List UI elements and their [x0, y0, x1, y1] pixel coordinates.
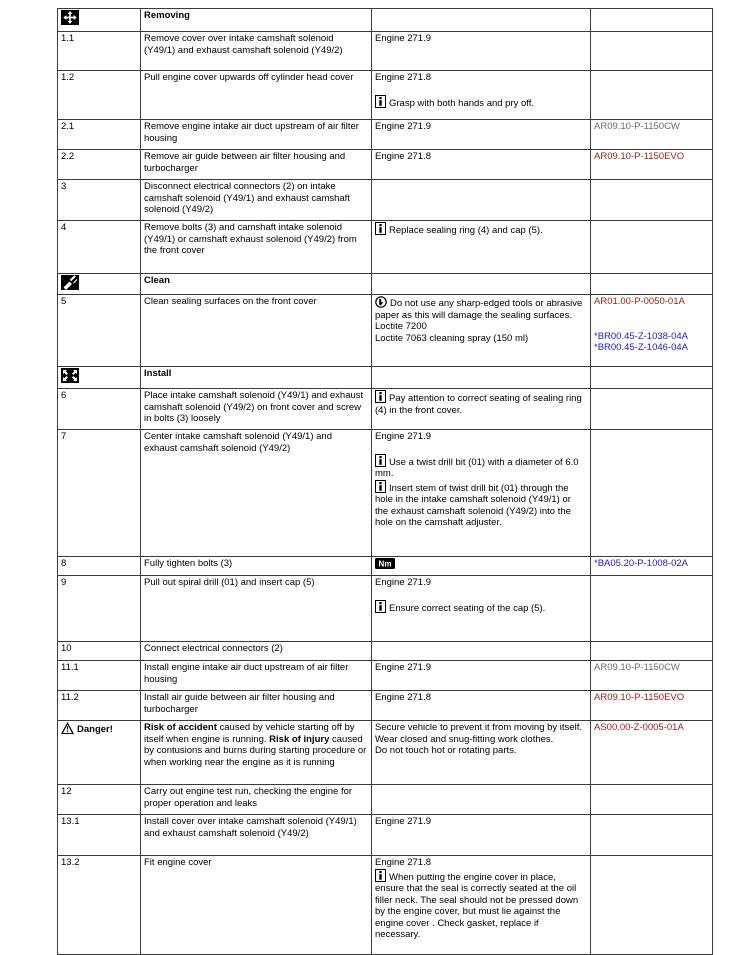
step-cell — [58, 430, 141, 557]
notes-cell — [372, 389, 591, 430]
step-cell — [58, 661, 141, 691]
step-number: 6 — [61, 390, 67, 401]
description-text: Fully tighten bolts (3) — [144, 558, 233, 569]
section-label: Clean — [141, 274, 372, 295]
reference-cell — [591, 150, 713, 180]
document-reference-link[interactable]: AR09.10-P-1150EVO — [594, 151, 685, 162]
note-line — [375, 431, 586, 443]
note-line — [375, 577, 586, 589]
document-reference-link[interactable]: AR01.00-P-0050-01A — [594, 296, 685, 307]
table-row — [58, 785, 713, 815]
step-number: 9 — [61, 577, 67, 588]
step-number: 1.2 — [61, 72, 75, 83]
reference-cell — [591, 557, 713, 576]
clean-icon — [61, 275, 79, 290]
note-line — [375, 296, 586, 321]
notes-cell — [372, 576, 591, 642]
note-text: Loctite 7200 — [375, 321, 427, 332]
table-row — [58, 295, 713, 367]
description-cell — [141, 32, 372, 71]
note-text: Engine 271.9 — [375, 33, 431, 44]
description-cell — [141, 785, 372, 815]
info-icon — [375, 869, 386, 882]
table-row — [58, 661, 713, 691]
step-cell — [58, 815, 141, 856]
reference-cell — [591, 576, 713, 642]
note-line — [375, 222, 586, 237]
step-number: 3 — [61, 181, 67, 192]
step-number: 4 — [61, 222, 67, 233]
description-text: Center intake camshaft solenoid (Y49/1) and exhaust camshaft solenoid (Y49/2) — [144, 431, 332, 454]
description-cell — [141, 815, 372, 856]
svg-text:Nm: Nm — [378, 559, 392, 569]
description-cell — [141, 180, 372, 221]
note-line — [375, 722, 586, 734]
info-icon — [375, 480, 386, 493]
table-row — [58, 32, 713, 71]
description-cell — [141, 856, 372, 955]
note-text: Use a twist drill bit (01) with a diameter of 6.0 mm. — [375, 456, 579, 479]
reference-cell — [591, 721, 713, 785]
reference-cell — [591, 389, 713, 430]
note-text: Wear closed and snug-fitting work clothes. — [375, 733, 554, 745]
section-icon-cell — [58, 274, 141, 295]
notes-cell — [372, 430, 591, 557]
note-line — [375, 869, 586, 941]
note-text: Grasp with both hands and pry off. — [389, 97, 535, 109]
table-row — [58, 221, 713, 274]
table-row — [58, 576, 713, 642]
notes-cell — [372, 150, 591, 180]
description-cell — [141, 661, 372, 691]
reference-cell — [591, 815, 713, 856]
step-number: 11.2 — [61, 692, 79, 703]
step-number: 2.2 — [61, 151, 75, 162]
document-reference-link[interactable]: AR09.10-P-1150EVO — [594, 692, 685, 703]
description-cell — [141, 120, 372, 150]
description-cell — [141, 150, 372, 180]
section-row — [58, 9, 713, 32]
description-cell — [141, 389, 372, 430]
description-text: Pull engine cover upwards off cylinder head cover — [144, 72, 354, 83]
reference-cell — [591, 120, 713, 150]
notes-cell — [372, 32, 591, 71]
step-number: 2.1 — [61, 121, 75, 132]
step-number: 5 — [61, 296, 67, 307]
table-row — [58, 71, 713, 120]
reference-cell — [591, 295, 713, 367]
description-cell — [141, 576, 372, 642]
section-row — [58, 367, 713, 389]
table-row — [58, 642, 713, 661]
note-text: Ensure correct seating of the cap (5). — [389, 602, 546, 614]
install-icon — [61, 368, 79, 383]
description-cell — [141, 691, 372, 721]
note-text: Insert stem of twist drill bit (01) through the hole in the intake camshaft solenoid (Y49/1) or the exhaust camshaft solenoid (Y49/2) into the hole on the camshaft adjuster. — [375, 482, 571, 528]
step-cell — [58, 180, 141, 221]
table-row — [58, 150, 713, 180]
note-line — [375, 662, 586, 674]
note-text: Engine 271.9 — [375, 577, 431, 588]
note-text: Engine 271.8 — [375, 151, 431, 162]
reference-cell — [591, 661, 713, 691]
note-text: Engine 271.9 — [375, 816, 431, 827]
section-icon-cell — [58, 367, 141, 389]
info-icon — [375, 454, 386, 467]
step-cell — [58, 221, 141, 274]
step-cell — [58, 32, 141, 71]
description-text: caused by contusions and burns during starting procedure or when working near the engine as it is running — [144, 733, 367, 768]
section-icon-cell — [58, 9, 141, 32]
description-text: caused by vehicle starting off by itself when engine is running. — [144, 722, 355, 745]
document-reference-link[interactable]: *BA05.20-P-1008-02A — [594, 558, 689, 569]
note-text: Secure vehicle to prevent it from moving by itself. — [375, 722, 582, 733]
step-cell — [58, 642, 141, 661]
notes-cell — [372, 557, 591, 576]
document-reference-link[interactable]: AR09.10-P-1150CW — [594, 121, 680, 132]
description-cell — [141, 71, 372, 120]
reference-cell — [591, 221, 713, 274]
note-text: Engine 271.8 — [375, 692, 431, 703]
description-text: Install air guide between air filter housing and turbocharger — [144, 692, 335, 715]
note-line — [375, 480, 586, 529]
notes-cell — [372, 661, 591, 691]
note-line — [375, 734, 586, 746]
step-number: 8 — [61, 558, 67, 569]
document-reference-link[interactable]: *BR00.45-Z-1038-04A — [594, 330, 688, 342]
reference-cell — [591, 180, 713, 221]
reference-cell — [591, 785, 713, 815]
step-number: 12 — [61, 786, 72, 797]
reference-cell — [591, 856, 713, 955]
note-line — [375, 857, 586, 869]
step-cell — [58, 721, 141, 785]
description-cell — [141, 642, 372, 661]
reference-cell — [591, 691, 713, 721]
note-line — [375, 72, 586, 84]
description-cell — [141, 221, 372, 274]
info-icon — [375, 600, 386, 613]
document-reference-link[interactable]: AS00.00-Z-0005-01A — [594, 722, 684, 733]
section-row — [58, 274, 713, 295]
note-line — [375, 121, 586, 133]
document-reference-link[interactable]: *BR00.45-Z-1046-04A — [594, 342, 688, 353]
note-text: Engine 271.9 — [375, 121, 431, 132]
section-empty-reference-cell — [591, 9, 713, 32]
table-row — [58, 721, 713, 785]
step-number: Danger! — [77, 724, 113, 735]
table-row — [58, 691, 713, 721]
note-line — [375, 151, 586, 163]
danger-icon — [61, 722, 74, 734]
note-line — [375, 558, 586, 571]
notes-cell — [372, 721, 591, 785]
notes-cell — [372, 221, 591, 274]
step-number: 13.2 — [61, 857, 80, 868]
description-text: Risk of injury — [269, 733, 330, 745]
step-cell — [58, 120, 141, 150]
note-text: When putting the engine cover in place, ensure that the seal is correctly seated at the oil filler neck. The seal should not be pressed down by the engine cover, but must lie against the engine cover . Check gasket, replace if necessary. — [375, 871, 579, 940]
notes-cell — [372, 815, 591, 856]
description-text: Install engine intake air duct upstream of air filter housing — [144, 662, 349, 685]
notes-cell — [372, 691, 591, 721]
reference-cell — [591, 430, 713, 557]
note-text: Loctite 7063 cleaning spray (150 ml) — [375, 332, 529, 344]
note-line — [375, 390, 586, 416]
note-text: Do not use any sharp-edged tools or abrasive paper as this will damage the sealing surfaces. — [375, 298, 583, 321]
note-text: Engine 271.9 — [375, 431, 431, 442]
removing-icon — [61, 10, 79, 25]
note-line — [375, 95, 586, 110]
procedure-table — [57, 8, 713, 955]
notes-cell — [372, 785, 591, 815]
document-reference-link[interactable]: AR09.10-P-1150CW — [594, 662, 680, 673]
table-row — [58, 180, 713, 221]
description-text: Install cover over intake camshaft solenoid (Y49/1) and exhaust camshaft solenoid (Y49/2) — [144, 816, 357, 839]
description-text: Carry out engine test run, checking the engine for proper operation and leaks — [144, 786, 353, 809]
note-text: Engine 271.8 — [375, 857, 431, 868]
info-icon — [375, 222, 386, 235]
step-number: 1.1 — [61, 33, 75, 44]
reference-cell — [591, 32, 713, 71]
description-text: Disconnect electrical connectors (2) on intake camshaft solenoid (Y49/1) and exhaust camshaft solenoid (Y49/2) — [144, 181, 350, 215]
table-row — [58, 557, 713, 576]
notes-cell — [372, 180, 591, 221]
section-empty-reference-cell — [591, 367, 713, 389]
notes-cell — [372, 120, 591, 150]
section-label: Install — [141, 367, 372, 389]
description-text: Remove bolts (3) and camshaft intake solenoid (Y49/1) or camshaft exhaust solenoid (Y49/2) from the front cover — [144, 222, 357, 256]
notes-cell — [372, 856, 591, 955]
step-cell — [58, 295, 141, 367]
step-cell — [58, 691, 141, 721]
section-empty-notes-cell — [372, 367, 591, 389]
description-text: Remove air guide between air filter housing and turbocharger — [144, 151, 346, 174]
reference-cell — [591, 71, 713, 120]
note-line — [375, 333, 586, 345]
step-cell — [58, 557, 141, 576]
step-number: 11.1 — [61, 662, 79, 673]
note-text: Replace sealing ring (4) and cap (5). — [389, 225, 543, 236]
notes-cell — [372, 642, 591, 661]
description-cell — [141, 557, 372, 576]
table-row — [58, 120, 713, 150]
info-icon — [375, 95, 386, 108]
note-text: Pay attention to correct seating of sealing ring (4) in the front cover. — [375, 393, 582, 416]
step-cell — [58, 71, 141, 120]
step-cell — [58, 785, 141, 815]
description-text: Remove cover over intake camshaft solenoid (Y49/1) and exhaust camshaft solenoid (Y49/2) — [144, 33, 343, 56]
notes-cell — [372, 295, 591, 367]
note-line — [375, 321, 586, 333]
workshop-procedure-document — [57, 8, 713, 955]
note-line — [375, 600, 586, 615]
description-text: Place intake camshaft solenoid (Y49/1) and exhaust camshaft solenoid (Y49/2) on front cover and screw in bolts (3) loosely — [144, 390, 364, 424]
description-text: Risk of accident — [144, 722, 217, 733]
step-cell — [58, 576, 141, 642]
section-label: Removing — [141, 9, 372, 32]
notes-cell — [372, 71, 591, 120]
description-text: Pull out spiral drill (01) and insert cap (5) — [144, 577, 315, 588]
step-number: 13.1 — [61, 816, 80, 827]
note-line — [375, 33, 586, 45]
note-text: Do not touch hot or rotating parts. — [375, 745, 517, 756]
table-row — [58, 430, 713, 557]
section-empty-notes-cell — [372, 9, 591, 32]
table-row — [58, 856, 713, 955]
section-empty-notes-cell — [372, 274, 591, 295]
description-text: Connect electrical connectors (2) — [144, 643, 283, 654]
description-cell — [141, 295, 372, 367]
note-line — [375, 816, 586, 828]
section-empty-reference-cell — [591, 274, 713, 295]
table-row — [58, 815, 713, 856]
description-text: Clean sealing surfaces on the front cover — [144, 296, 317, 307]
note-text: Engine 271.8 — [375, 72, 431, 83]
table-row — [58, 389, 713, 430]
reference-cell — [591, 642, 713, 661]
procedure-table-body — [58, 9, 713, 955]
note-text: Engine 271.9 — [375, 662, 431, 673]
note-line — [375, 692, 586, 704]
note-line — [375, 454, 586, 480]
note-line — [375, 745, 586, 757]
description-cell — [141, 721, 372, 785]
step-cell — [58, 856, 141, 955]
description-cell — [141, 430, 372, 557]
caution-circle-icon — [375, 296, 387, 308]
step-cell — [58, 150, 141, 180]
step-cell — [58, 389, 141, 430]
step-number: 7 — [61, 431, 67, 442]
description-text: Remove engine intake air duct upstream of air filter housing — [144, 121, 359, 144]
torque-icon — [375, 558, 395, 569]
description-text: Fit engine cover — [144, 857, 212, 868]
info-icon — [375, 390, 386, 403]
step-number: 10 — [61, 643, 72, 654]
